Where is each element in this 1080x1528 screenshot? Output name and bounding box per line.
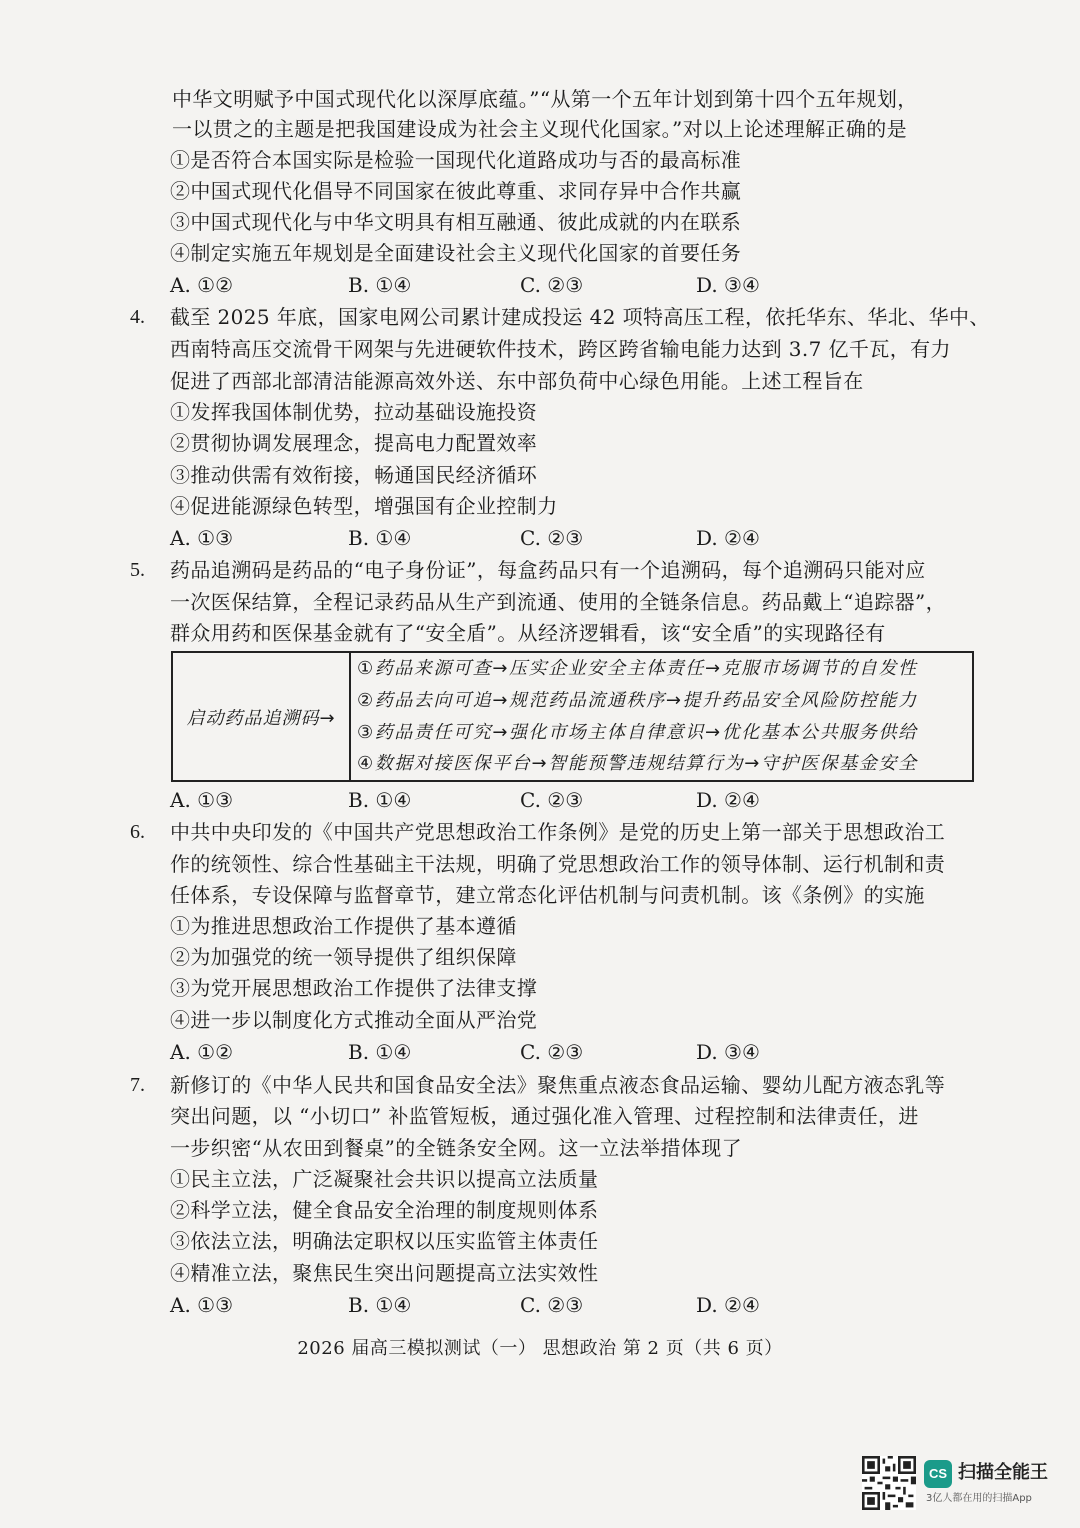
q7-option-d: D. ②④ <box>696 1293 760 1317</box>
q3-options <box>170 270 970 300</box>
q7-statement-1: ①民主立法，广泛凝聚社会共识以提高立法质量 <box>170 1167 599 1191</box>
q4-stem-line-1: 截至 2025 年底，国家电网公司累计建成投运 42 项特高压工程，依托华东、华北、华中、 <box>170 305 990 329</box>
q5-number: 5. <box>130 559 145 581</box>
q4-statement-2: ②贯彻协调发展理念，提高电力配置效率 <box>170 431 538 455</box>
q6-stem-line-1: 中共中央印发的《中国共产党思想政治工作条例》是党的历史上第一部关于思想政治工 <box>170 820 946 844</box>
q6-statement-4: ④进一步以制度化方式推动全面从严治党 <box>170 1008 538 1032</box>
q5-path-1: ①药品来源可查→压实企业安全主体责任→克服市场调节的自发性 <box>357 658 918 679</box>
q3-statement-4: ④制定实施五年规划是全面建设社会主义现代化国家的首要任务 <box>170 241 742 265</box>
q5-option-b: B. ①④ <box>348 788 412 812</box>
q5-options <box>170 785 970 815</box>
q6-options <box>170 1037 970 1067</box>
q3-statement-3: ③中国式现代化与中华文明具有相互融通、彼此成就的内在联系 <box>170 210 742 234</box>
q3-line-2: 一以贯之的主题是把我国建设成为社会主义现代化国家。”对以上论述理解正确的是 <box>172 117 908 141</box>
scanner-tagline: 3亿人都在用的扫描App <box>926 1493 1032 1504</box>
q7-stem-line-2: 突出问题，以 “小切口” 补监管短板，通过强化准入管理、过程控制和法律责任，进 <box>170 1104 919 1128</box>
q3-option-a: A. ①② <box>170 273 234 297</box>
q6-statement-1: ①为推进思想政治工作提供了基本遵循 <box>170 914 517 938</box>
q6-statement-2: ②为加强党的统一领导提供了组织保障 <box>170 945 517 969</box>
q4-statement-1: ①发挥我国体制优势，拉动基础设施投资 <box>170 400 538 424</box>
q7-statement-4: ④精准立法，聚焦民生突出问题提高立法实效性 <box>170 1261 599 1285</box>
q5-path-3: ③药品责任可究→强化市场主体自律意识→优化基本公共服务供给 <box>357 721 918 743</box>
qr-code-icon <box>862 1456 916 1510</box>
q3-statement-2: ②中国式现代化倡导不同国家在彼此尊重、求同存异中合作共赢 <box>170 179 742 203</box>
q7-option-a: A. ①③ <box>170 1293 234 1317</box>
q4-stem-line-2: 西南特高压交流骨干网架与先进硬软件技术，跨区跨省输电能力达到 3.7 亿千瓦，有力 <box>170 337 951 361</box>
q3-option-d: D. ③④ <box>696 273 760 297</box>
q3-option-c: C. ②③ <box>520 273 584 297</box>
q6-number: 6. <box>130 821 145 843</box>
q5-path-2: ②药品去向可追→规范药品流通秩序→提升药品安全风险防控能力 <box>357 689 918 711</box>
q7-options <box>170 1290 970 1320</box>
q7-statement-2: ②科学立法，健全食品安全治理的制度规则体系 <box>170 1198 599 1222</box>
q4-option-c: C. ②③ <box>520 526 584 550</box>
q4-number: 4. <box>130 306 145 328</box>
q3-line-1: 中华文明赋予中国式现代化以深厚底蕴。”“从第一个五年计划到第十四个五年规划， <box>172 87 918 111</box>
q5-stem-line-3: 群众用药和医保基金就有了“安全盾”。从经济逻辑看，该“安全盾”的实现路径有 <box>170 621 886 645</box>
q5-path-list <box>353 653 973 780</box>
q7-option-b: B. ①④ <box>348 1293 412 1317</box>
q4-option-a: A. ①③ <box>170 526 234 550</box>
q6-statement-3: ③为党开展思想政治工作提供了法律支撑 <box>170 976 538 1000</box>
page-footer: 2026 届高三模拟测试（一） 思想政治 第 2 页（共 6 页） <box>297 1338 783 1359</box>
q5-option-d: D. ②④ <box>696 788 760 812</box>
q7-statement-3: ③依法立法，明确法定职权以压实监管主体责任 <box>170 1229 599 1253</box>
q6-stem-line-2: 作的统领性、综合性基础主干法规，明确了党思想政治工作的领导体制、运行机制和责 <box>170 852 946 876</box>
q5-option-a: A. ①③ <box>170 788 234 812</box>
q7-stem-line-1: 新修订的《中华人民共和国食品安全法》聚焦重点液态食品运输、婴幼儿配方液态乳等 <box>170 1073 946 1097</box>
q5-stem-line-2: 一次医保结算，全程记录药品从生产到流通、使用的全链条信息。药品戴上“追踪器”， <box>170 590 947 614</box>
cs-logo-icon: CS <box>924 1460 952 1488</box>
q6-option-b: B. ①④ <box>348 1040 412 1064</box>
q6-option-a: A. ①② <box>170 1040 234 1064</box>
q5-path-4: ④数据对接医保平台→智能预警违规结算行为→守护医保基金安全 <box>357 753 918 775</box>
q6-stem-line-3: 任体系，专设保障与监督章节，建立常态化评估机制与问责机制。该《条例》的实施 <box>170 883 925 907</box>
q4-options <box>170 523 970 553</box>
q5-stem-line-1: 药品追溯码是药品的“电子身份证”，每盒药品只有一个追溯码，每个追溯码只能对应 <box>170 558 926 582</box>
q7-stem-line-3: 一步织密“从农田到餐桌”的全链条安全网。这一立法举措体现了 <box>170 1136 743 1160</box>
q5-option-c: C. ②③ <box>520 788 584 812</box>
q6-option-d: D. ③④ <box>696 1040 760 1064</box>
q7-number: 7. <box>130 1074 145 1096</box>
q4-stem-line-3: 促进了西部北部清洁能源高效外送、东中部负荷中心绿色用能。上述工程旨在 <box>170 369 864 393</box>
scanner-brand-name: 扫描全能王 <box>958 1462 1048 1483</box>
q6-option-c: C. ②③ <box>520 1040 584 1064</box>
q3-statement-1: ①是否符合本国实际是检验一国现代化道路成功与否的最高标准 <box>170 148 742 172</box>
q5-path-start: 启动药品追溯码→ <box>173 653 351 780</box>
q4-statement-3: ③推动供需有效衔接，畅通国民经济循环 <box>170 463 538 487</box>
q4-statement-4: ④促进能源绿色转型，增强国有企业控制力 <box>170 494 558 518</box>
q5-path-table <box>171 651 974 782</box>
q4-option-d: D. ②④ <box>696 526 760 550</box>
q4-option-b: B. ①④ <box>348 526 412 550</box>
q3-option-b: B. ①④ <box>348 273 412 297</box>
scanner-badge <box>862 1456 1062 1512</box>
q7-option-c: C. ②③ <box>520 1293 584 1317</box>
